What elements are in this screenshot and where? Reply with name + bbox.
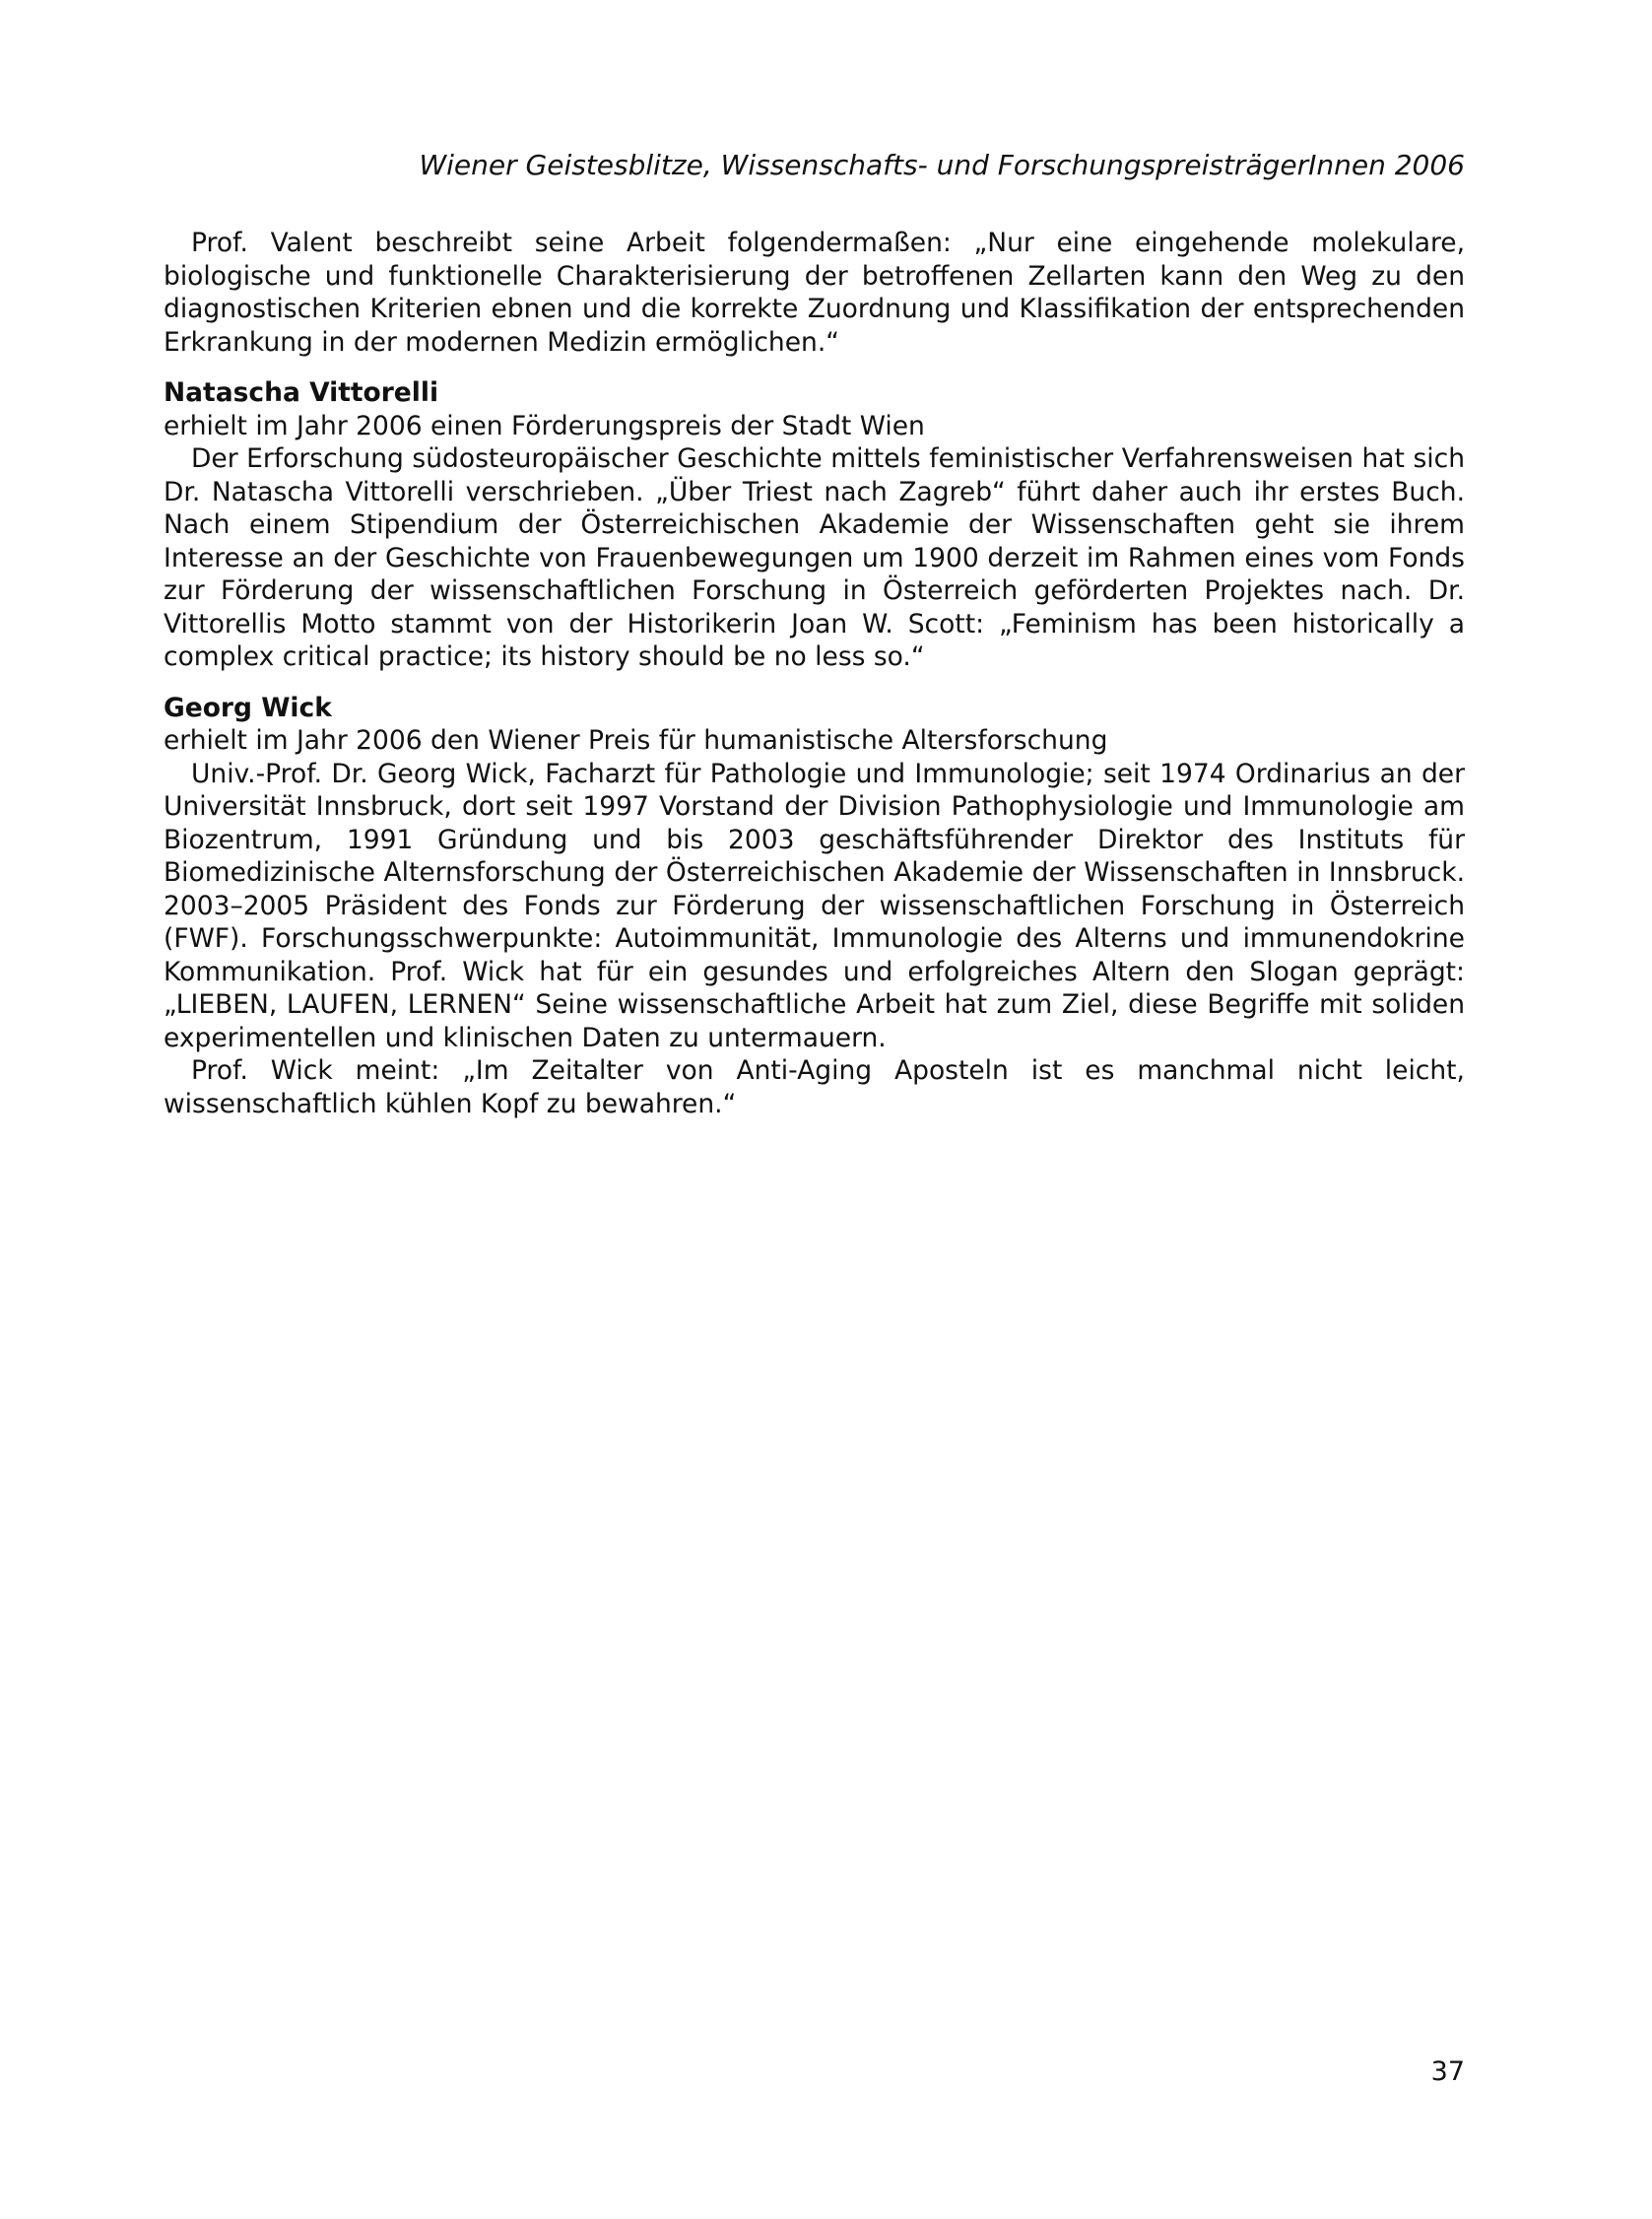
award-line: erhielt im Jahr 2006 den Wiener Preis für humanistische Altersforschung — [164, 725, 1108, 756]
body-paragraph: Der Erforschung südosteuropäischer Geschichte mittels feministischer Verfahrensweisen hat sich Dr. Natascha Vittorelli verschrieben. „Über Triest nach Zagreb“ führt daher auch ihr erstes Buch. Nach einem Stipendium der Österreichischen Akademie der Wissenschaften geht sie ihrem Interesse an der Geschichte von Frauenbewegungen um 1900 derzeit im Rahmen eines vom Fonds zur Förderung der wissenschaftlichen Forschung in Österreich geförderten Projektes nach. Dr. Vittorellis Motto stammt von der Historikerin Joan W. Scott: „Feminism has been historically a complex critical practice; its history should be no less so.“ — [164, 443, 1465, 672]
laureate-name: Georg Wick — [164, 692, 332, 723]
running-title: Wiener Geistesblitze, Wissenschafts- und ForschungspreisträgerInnen 2006 — [419, 149, 1465, 181]
award-line: erhielt im Jahr 2006 einen Förderungspreis der Stadt Wien — [164, 410, 925, 441]
body-paragraph: Prof. Wick meint: „Im Zeitalter von Anti-Aging Aposteln ist es manchmal nicht leicht, wissenschaftlich kühlen Kopf zu bewahren.“ — [164, 1055, 1465, 1119]
page-number: 37 — [1430, 2056, 1465, 2087]
laureate-name: Natascha Vittorelli — [164, 377, 439, 408]
body-paragraph: Univ.-Prof. Dr. Georg Wick, Facharzt für Pathologie und Immunologie; seit 1974 Ordinarius an der Universität Innsbruck, dort seit 1997 Vorstand der Division Pathophysiologie und Immunologie am Biozentrum, 1991 Gründung und bis 2003 geschäftsführender Direktor des Instituts für Biomedizinische Alternsforschung der Österreichischen Akademie der Wissenschaften in Innsbruck. 2003–2005 Präsident des Fonds zur Förderung der wissenschaftlichen Forschung in Österreich (FWF). Forschungsschwerpunkte: Autoimmunität, Immunologie des Alterns und immunendokrine Kommunikation. Prof. Wick hat für ein gesundes und erfolgreiches Altern den Slogan geprägt: „LIEBEN, LAUFEN, LERNEN“ Seine wissenschaftliche Arbeit hat zum Ziel, diese Begriffe mit soliden experimentellen und klinischen Daten zu untermauern. — [164, 758, 1465, 1053]
intro-paragraph: Prof. Valent beschreibt seine Arbeit folgendermaßen: „Nur eine eingehende molekulare, biologische und funktionelle Charakterisierung der betroffenen Zellarten kann den Weg zu den diagnostischen Kriterien ebnen und die korrekte Zuordnung und Klassifikation der entsprechenden Erkrankung in der modernen Medizin ermöglichen.“ — [164, 228, 1465, 358]
main-content — [164, 227, 1465, 1120]
